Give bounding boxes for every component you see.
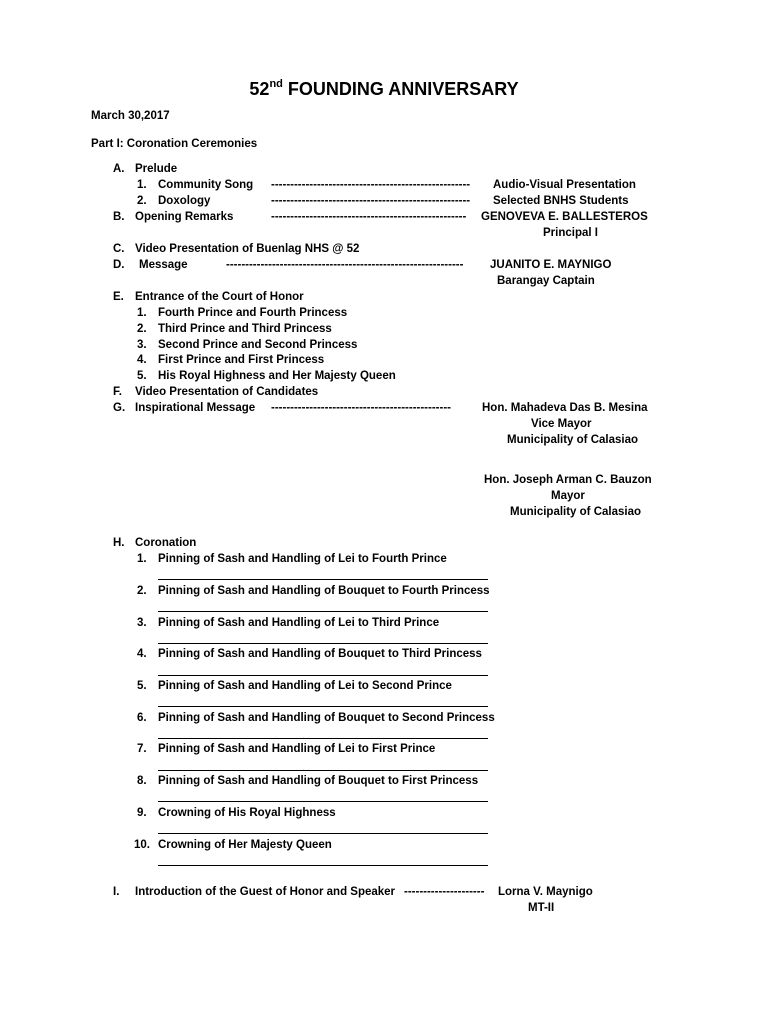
item-h-num: 4. [137,648,147,660]
item-b-right: GENOVEVA E. BALLESTEROS [481,211,648,223]
item-h-num: 8. [137,775,147,787]
item-e-label: Entrance of the Court of Honor [135,291,304,303]
item-a1-label: Community Song [158,179,254,191]
item-e-num: 4. [137,354,147,366]
item-h-sub: Pinning of Sash and Handling of Lei to Fourth Prince [158,553,447,565]
item-d-dashes: -------------------------------------------------------------- [226,259,464,271]
item-e-sub: Fourth Prince and Fourth Princess [158,307,348,319]
item-g-sub1: Vice Mayor [531,418,592,430]
item-g-dashes: ----------------------------------------------- [271,402,451,414]
item-h-num: 1. [137,553,147,565]
item-e-num: 5. [137,370,147,382]
item-h-num: 3. [137,617,147,629]
item-h-num: 9. [137,807,147,819]
item-a1-right: Audio-Visual Presentation [493,179,636,191]
item-i-sub: MT-II [528,902,555,914]
event-date: March 30,2017 [91,110,170,122]
signature-line [158,770,488,771]
item-e-num: 3. [137,339,147,351]
item-e-sub: First Prince and First Princess [158,354,325,366]
item-e-letter: E. [113,291,124,303]
signature-line [158,706,488,707]
item-i-dashes: --------------------- [404,886,485,898]
item-e-num: 1. [137,307,147,319]
item-h-sub: Pinning of Sash and Handling of Bouquet to Fourth Princess [158,585,490,597]
signature-line [158,643,488,644]
item-e-sub: Third Prince and Third Princess [158,323,332,335]
signature-line [158,738,488,739]
item-h-sub: Pinning of Sash and Handling of Lei to Second Prince [158,680,452,692]
item-h-sub: Pinning of Sash and Handling of Bouquet to Third Princess [158,648,482,660]
item-h-sub: Pinning of Sash and Handling of Lei to First Prince [158,743,436,755]
item-i-label: Introduction of the Guest of Honor and Speaker [135,886,396,898]
item-g-label: Inspirational Message [135,402,256,414]
item-e-sub: Second Prince and Second Princess [158,339,358,351]
page-title [0,78,768,100]
item-h-sub: Pinning of Sash and Handling of Bouquet to Second Princess [158,712,495,724]
item-a2-num: 2. [137,195,147,207]
item-i-right: Lorna V. Maynigo [498,886,593,898]
item-d-sub: Barangay Captain [497,275,595,287]
item-d-label: Message [139,259,188,271]
item-g-speaker2-sub2: Municipality of Calasiao [510,506,641,518]
item-d-letter: D. [113,259,125,271]
item-g-letter: G. [113,402,126,414]
item-c-letter: C. [113,243,125,255]
item-i-letter: I. [113,886,120,898]
item-a-letter: A. [113,163,125,175]
item-g-speaker2-sub1: Mayor [551,490,585,502]
item-h-sub: Pinning of Sash and Handling of Bouquet to First Princess [158,775,479,787]
item-h-sub: Crowning of His Royal Highness [158,807,336,819]
item-b-letter: B. [113,211,125,223]
item-f-letter: F. [113,386,122,398]
signature-line [158,675,488,676]
item-h-sub: Pinning of Sash and Handling of Lei to Third Prince [158,617,440,629]
item-a2-right: Selected BNHS Students [493,195,629,207]
item-h-letter: H. [113,537,125,549]
signature-line [158,865,488,866]
item-a2-label: Doxology [158,195,211,207]
item-b-sub: Principal I [543,227,598,239]
item-g-right: Hon. Mahadeva Das B. Mesina [482,402,648,414]
title-suffix: nd [269,78,283,90]
item-g-sub2: Municipality of Calasiao [507,434,638,446]
item-h-num: 2. [137,585,147,597]
part-heading: Part I: Coronation Ceremonies [91,138,258,150]
title-number: 52 [249,79,270,99]
item-a-label: Prelude [135,163,178,175]
item-h-num: 7. [137,743,147,755]
item-h-label: Coronation [135,537,197,549]
item-f-label: Video Presentation of Candidates [135,386,319,398]
item-c-label: Video Presentation of Buenlag NHS @ 52 [135,243,360,255]
item-a1-num: 1. [137,179,147,191]
item-a2-dashes: ---------------------------------------------------- [271,195,471,207]
item-g-speaker2: Hon. Joseph Arman C. Bauzon [484,474,652,486]
item-b-label: Opening Remarks [135,211,234,223]
item-h-sub: Crowning of Her Majesty Queen [158,839,332,851]
signature-line [158,579,488,580]
item-a1-dashes: ---------------------------------------------------- [271,179,471,191]
item-h-num: 10. [134,839,150,851]
signature-line [158,611,488,612]
item-b-dashes: --------------------------------------------------- [271,211,467,223]
item-d-right: JUANITO E. MAYNIGO [490,259,612,271]
item-e-sub: His Royal Highness and Her Majesty Queen [158,370,396,382]
item-h-num: 5. [137,680,147,692]
item-e-num: 2. [137,323,147,335]
item-h-num: 6. [137,712,147,724]
title-text: FOUNDING ANNIVERSARY [287,79,519,99]
signature-line [158,833,488,834]
signature-line [158,801,488,802]
